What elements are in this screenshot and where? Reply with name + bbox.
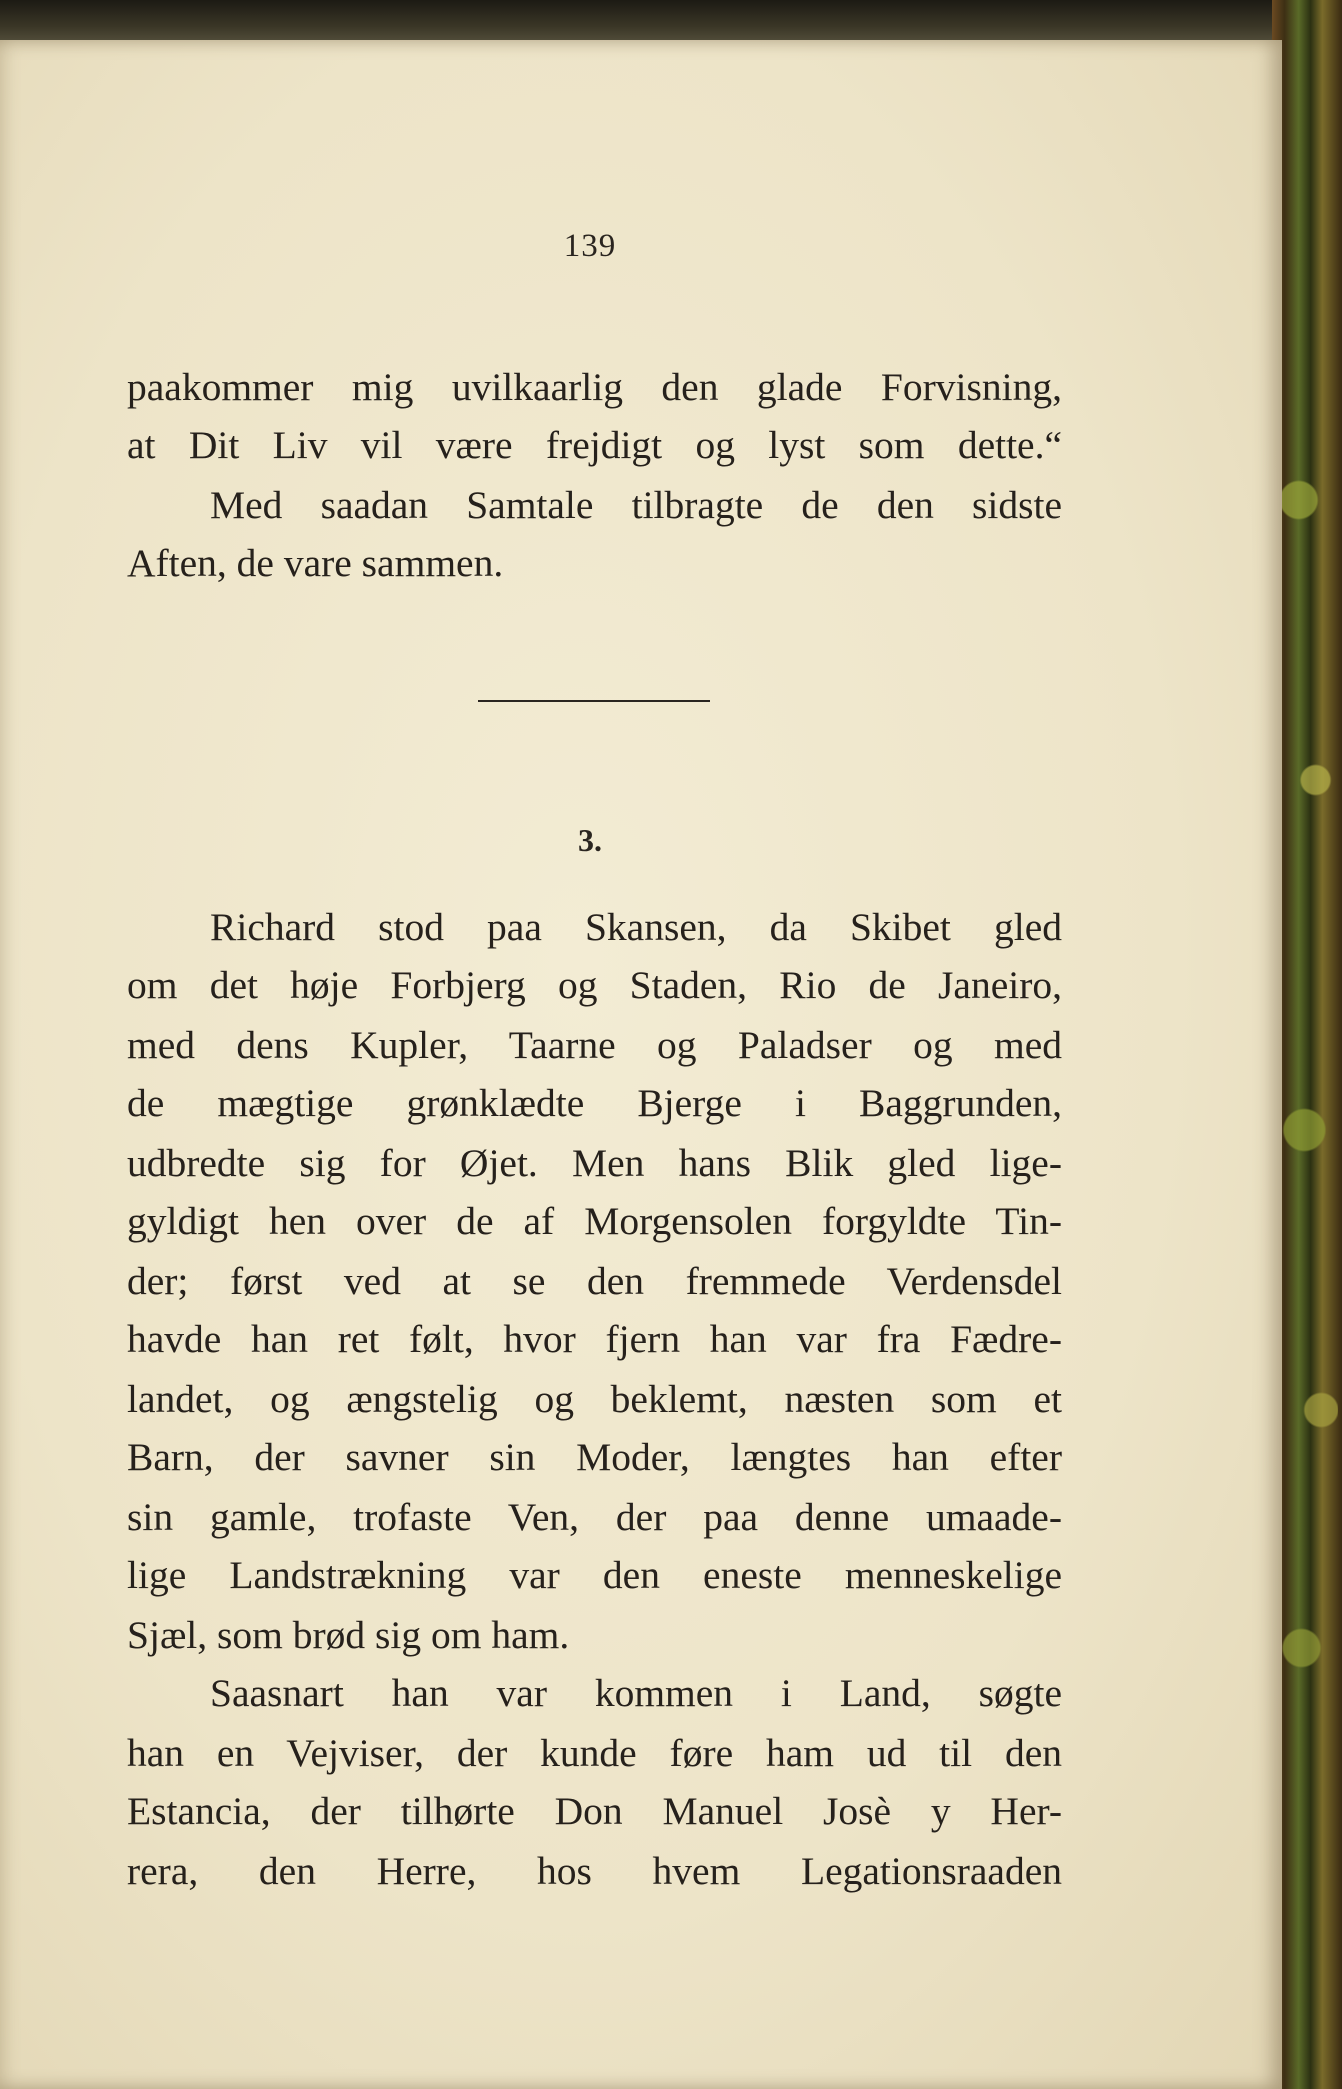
text-line: han en Vejviser, der kunde føre ham ud til den <box>127 1731 1062 1775</box>
text-line: Sjæl, som brød sig om ham. <box>127 1613 570 1657</box>
text-line: rera, den Herre, hos hvem Legationsraaden <box>127 1849 1062 1893</box>
text-line: Med saadan Samtale tilbragte de den sidste <box>210 483 1062 527</box>
text-line: Barn, der savner sin Moder, længtes han efter <box>127 1435 1062 1479</box>
book-page <box>0 40 1282 2089</box>
text-line: landet, og ængstelig og beklemt, næsten som et <box>127 1377 1062 1421</box>
text-line: Estancia, der tilhørte Don Manuel Josè y Her- <box>127 1789 1062 1833</box>
book-cover-edge <box>1272 0 1342 2089</box>
text-line: lige Landstrækning var den eneste menneskelige <box>127 1553 1062 1597</box>
text-line: at Dit Liv vil være frejdigt og lyst som dette.“ <box>127 423 1062 467</box>
text-line: havde han ret følt, hvor fjern han var fra Fædre- <box>127 1317 1062 1361</box>
page-number: 139 <box>563 228 617 264</box>
text-line: Richard stod paa Skansen, da Skibet gled <box>210 905 1062 949</box>
text-line: paakommer mig uvilkaarlig den glade Forvisning, <box>127 365 1062 409</box>
text-line: sin gamle, trofaste Ven, der paa denne umaade- <box>127 1495 1062 1539</box>
text-line: gyldigt hen over de af Morgensolen forgyldte Tin- <box>127 1199 1062 1243</box>
text-line: om det høje Forbjerg og Staden, Rio de Janeiro, <box>127 963 1062 1007</box>
section-number: 3. <box>578 822 602 858</box>
text-line: de mægtige grønklædte Bjerge i Baggrunden, <box>127 1081 1062 1125</box>
text-line: med dens Kupler, Taarne og Paladser og med <box>127 1023 1062 1067</box>
text-line: der; først ved at se den fremmede Verdensdel <box>127 1259 1062 1303</box>
text-line: Saasnart han var kommen i Land, søgte <box>210 1671 1062 1715</box>
section-divider <box>478 700 710 702</box>
marbled-cover-pattern <box>1282 360 1338 1760</box>
text-line: Aften, de vare sammen. <box>127 541 504 585</box>
text-line: udbredte sig for Øjet. Men hans Blik gled lige- <box>127 1141 1062 1185</box>
